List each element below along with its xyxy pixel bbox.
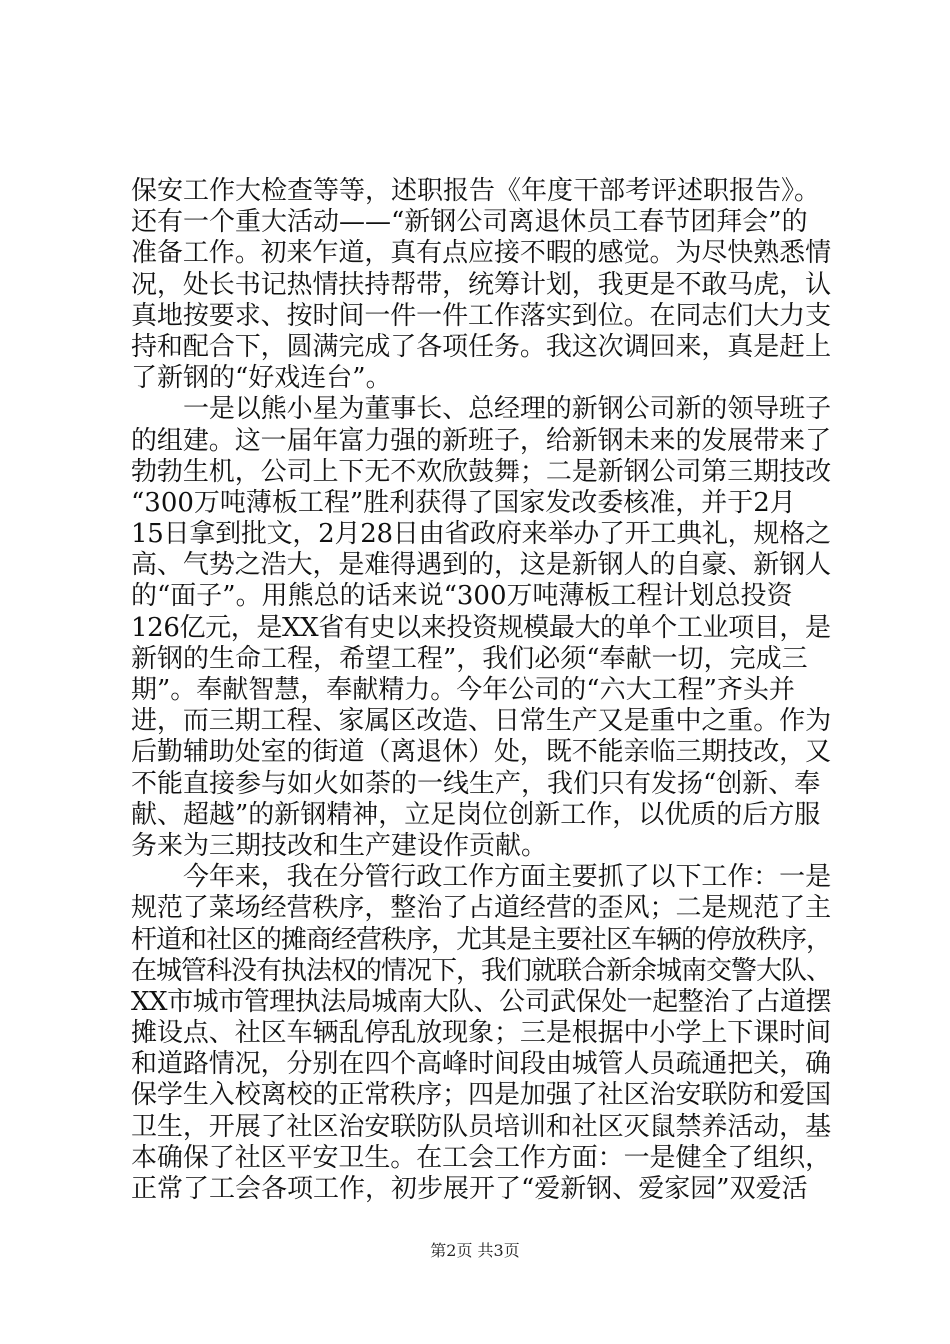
text-line: XX市城市管理执法局城南大队、公司武保处一起整治了占道摆 [131, 986, 831, 1017]
text-line: 务来为三期技改和生产建设作贡献。 [131, 830, 548, 861]
text-line: 准备工作。初来乍道，真有点应接不暇的感觉。为尽快熟悉情 [131, 238, 831, 269]
text-line: 新钢的生命工程，希望工程”，我们必须“奉献一切，完成三 [131, 643, 808, 674]
text-line: 保安工作大检查等等，述职报告《年度干部考评述职报告》。 [131, 176, 821, 206]
text-line: 不能直接参与如火如荼的一线生产，我们只有发扬“创新、奉 [131, 768, 821, 799]
text-line: 持和配合下，圆满完成了各项任务。我这次调回来，真是赶上 [131, 331, 831, 362]
text-line: 126亿元，是XX省有史以来投资规模最大的单个工业项目，是 [131, 612, 831, 643]
text-line: 进，而三期工程、家属区改造、日常生产又是重中之重。作为 [131, 706, 831, 737]
text-line: 杆道和社区的摊商经营秩序，尤其是主要社区车辆的停放秩序， [131, 924, 831, 955]
text-line: “300万吨薄板工程”胜利获得了国家发改委核准，并于2月 [131, 487, 796, 518]
text-line: 献、超越”的新钢精神，立足岗位创新工作，以优质的后方服 [131, 799, 821, 830]
text-line: 本确保了社区平安卫生。在工会工作方面：一是健全了组织， [131, 1142, 831, 1173]
text-line: 还有一个重大活动——“新钢公司离退休员工春节团拜会”的 [131, 207, 808, 238]
text-line: 了新钢的“好戏连台”。 [131, 363, 392, 394]
text-line: 期”。奉献智慧，奉献精力。今年公司的“六大工程”齐头并 [131, 675, 795, 705]
page-footer: 第2页 共3页 [430, 1241, 520, 1260]
text-line: 卫生，开展了社区治安联防队员培训和社区灭鼠禁养活动，基 [131, 1111, 831, 1142]
body-text [131, 176, 831, 1205]
text-line: 一是以熊小星为董事长、总经理的新钢公司新的领导班子 [183, 394, 831, 425]
text-line: 勃勃生机，公司上下无不欢欣鼓舞；二是新钢公司第三期技改 [131, 456, 831, 487]
text-line: 规范了菜场经营秩序，整治了占道经营的歪风；二是规范了主 [131, 893, 831, 924]
text-line: 15日拿到批文，2月28日由省政府来举办了开工典礼，规格之 [131, 519, 831, 550]
text-line: 摊设点、社区车辆乱停乱放现象；三是根据中小学上下课时间 [131, 1018, 831, 1049]
text-line: 和道路情况，分别在四个高峰时间段由城管人员疏通把关，确 [131, 1049, 831, 1080]
text-line: 保学生入校离校的正常秩序；四是加强了社区治安联防和爱国 [131, 1080, 831, 1111]
text-line: 在城管科没有执法权的情况下，我们就联合新余城南交警大队、 [131, 955, 831, 986]
text-line: 后勤辅助处室的街道（离退休）处，既不能亲临三期技改，又 [131, 737, 831, 768]
text-line: 正常了工会各项工作，初步展开了“爱新钢、爱家园”双爱活 [131, 1174, 808, 1204]
text-line: 的组建。这一届年富力强的新班子，给新钢未来的发展带来了 [131, 425, 831, 456]
text-line: 的“面子”。用熊总的话来说“300万吨薄板工程计划总投资 [131, 581, 793, 612]
text-line: 况，处长书记热情扶持帮带，统筹计划，我更是不敢马虎，认 [131, 269, 831, 300]
text-line: 今年来，我在分管行政工作方面主要抓了以下工作：一是 [183, 862, 831, 893]
text-line: 高、气势之浩大，是难得遇到的，这是新钢人的自豪、新钢人 [131, 550, 831, 581]
text-line: 真地按要求、按时间一件一件工作落实到位。在同志们大力支 [131, 300, 831, 331]
